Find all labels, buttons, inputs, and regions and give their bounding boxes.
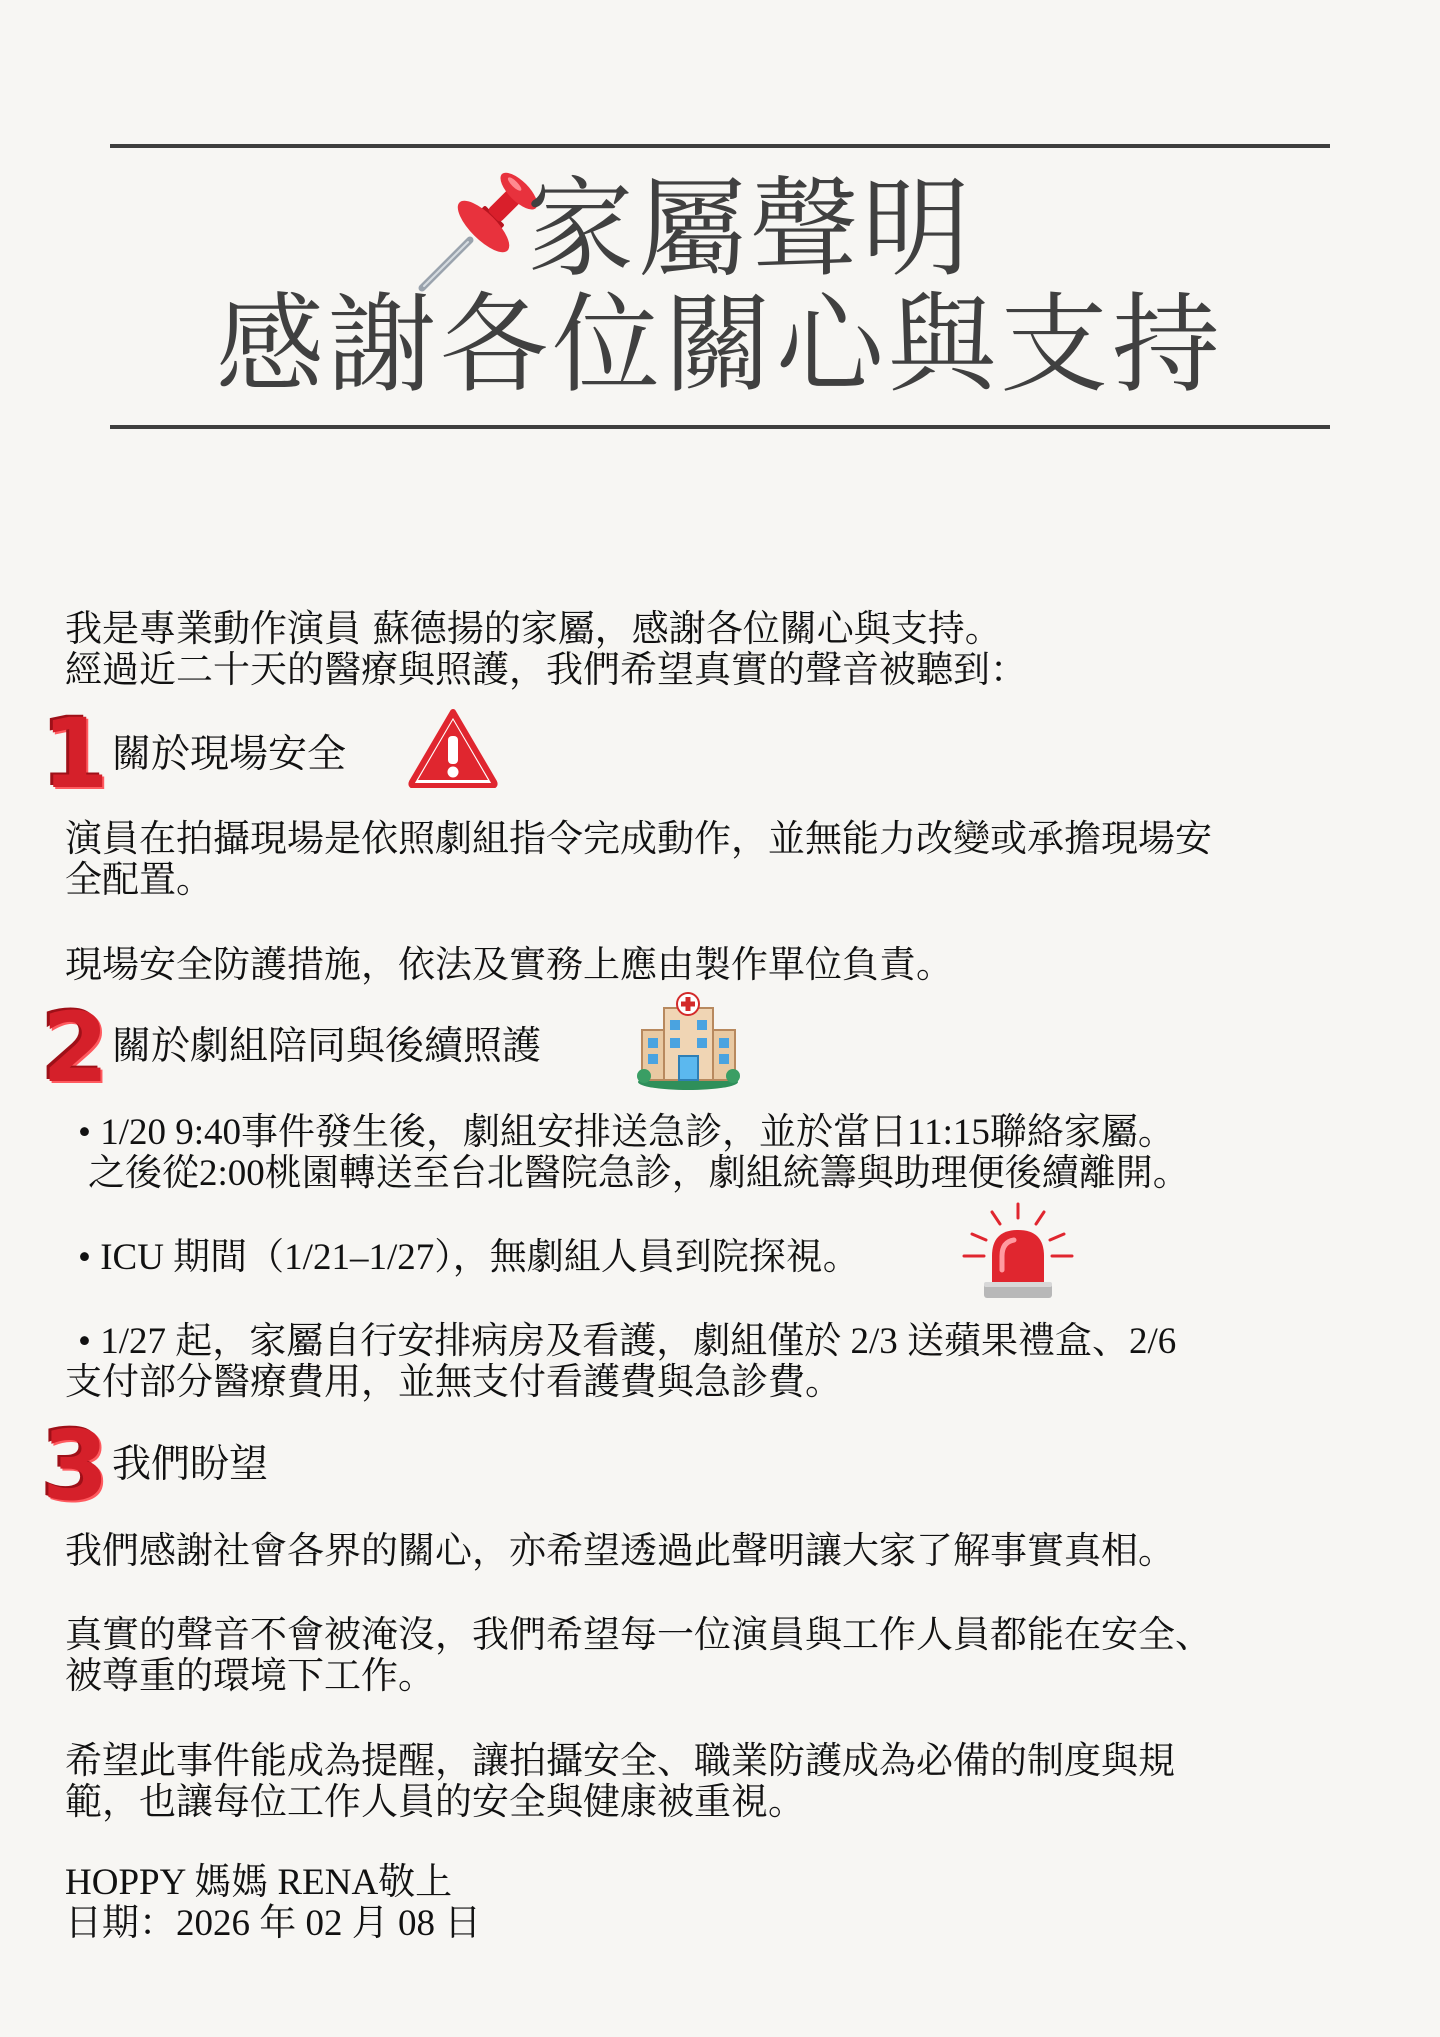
signature-name: HOPPY 媽媽 RENA敬上 (65, 1862, 453, 1903)
section-1-para-1-line-1: 演員在拍攝現場是依照劇組指令完成動作，並無能力改變或承擔現場安 (65, 817, 1212, 860)
title-line-1: 家屬聲明 (525, 167, 974, 292)
section-1-heading: 關於現場安全 (112, 732, 347, 777)
bottom-divider (110, 425, 1330, 429)
section-3-para-3-line-2: 範，也讓每位工作人員的安全與健康被重視。 (65, 1780, 805, 1823)
top-divider (110, 144, 1330, 148)
warning-icon (408, 708, 498, 788)
signature-date: 日期：2026 年 02 月 08 日 (65, 1903, 482, 1944)
section-1-number: 1 (42, 698, 109, 810)
section-3-para-3-line-1: 希望此事件能成為提醒，讓拍攝安全、職業防護成為必備的制度與規 (65, 1739, 1175, 1782)
hospital-icon (636, 990, 741, 1090)
section-3-number: 3 (42, 1410, 109, 1522)
section-3-para-1: 我們感謝社會各界的關心，亦希望透過此聲明讓大家了解事實真相。 (65, 1529, 1175, 1572)
section-3-heading: 我們盼望 (112, 1442, 269, 1487)
siren-icon (962, 1200, 1074, 1304)
section-2-bullet-1-line-2: 之後從2:00桃園轉送至台北醫院急診，劇組統籌與助理便後續離開。 (88, 1153, 1190, 1194)
title-line-2: 感謝各位關心與支持 (215, 283, 1224, 408)
section-2-heading: 關於劇組陪同與後續照護 (112, 1024, 542, 1069)
section-1-para-1-line-2: 全配置。 (65, 858, 213, 901)
section-2-bullet-1-line-1: • 1/20 9:40事件發生後，劇組安排送急診，並於當日11:15聯絡家屬。 (78, 1112, 1175, 1153)
intro-line-1: 我是專業動作演員 蘇德揚的家屬，感謝各位關心與支持。 (65, 607, 1002, 650)
section-2-bullet-2: • ICU 期間（1/21–1/27），無劇組人員到院探視。 (78, 1237, 860, 1278)
section-2-bullet-3-line-1: • 1/27 起，家屬自行安排病房及看護，劇組僅於 2/3 送蘋果禮盒、2/6 (78, 1321, 1177, 1362)
section-1-para-2: 現場安全防護措施，依法及實務上應由製作單位負責。 (65, 943, 953, 986)
section-2-bullet-3-line-2: 支付部分醫療費用，並無支付看護費與急診費。 (65, 1362, 842, 1403)
section-3-para-2-line-2: 被尊重的環境下工作。 (65, 1654, 435, 1697)
intro-line-2: 經過近二十天的醫療與照護，我們希望真實的聲音被聽到： (65, 648, 1027, 691)
section-3-para-2-line-1: 真實的聲音不會被淹沒，我們希望每一位演員與工作人員都能在安全、 (65, 1613, 1212, 1656)
section-2-number: 2 (42, 992, 109, 1104)
